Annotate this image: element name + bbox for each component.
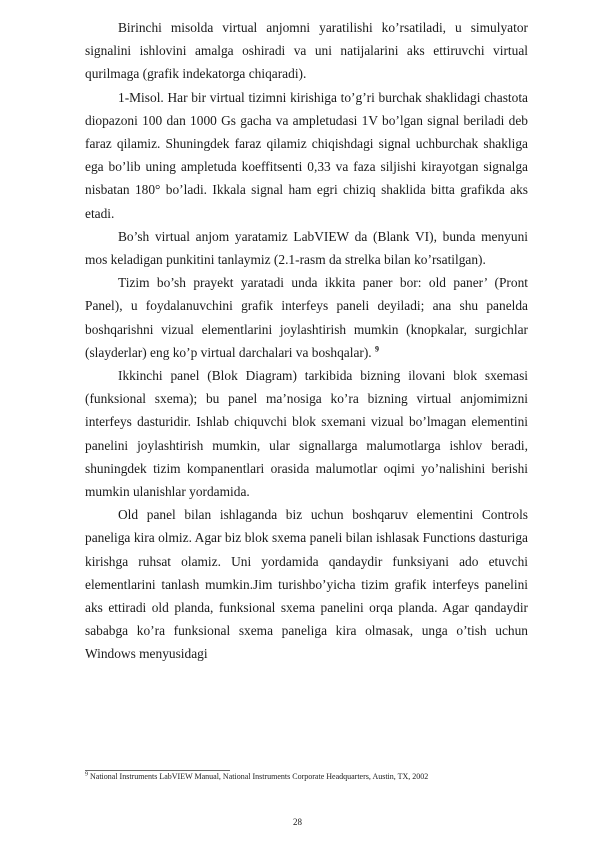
paragraph-blank-vi: Bo’sh virtual anjom yaratamiz LabVIEW da (Blank VI), bunda menyuni mos keladigan punkitini tanlaymiz (2.1-rasm da strelka bilan ko’rsatilgan). (85, 228, 528, 268)
footnote (85, 771, 528, 782)
document-body (85, 16, 528, 666)
paragraph-controls-functions: Old panel bilan ishlaganda biz uchun boshqaruv elementini Controls paneliga kira olmiz. Agar biz blok sxema paneli bilan ishlasak Functions dasturiga kirishga ruhsat olamiz. Uni yordamida qandaydir funksiyani ado etuvchi elementlarini tanlash mumkin.Jim turishbo’yicha tizim grafik interfeys panelini aks ettiradi old planda, funksional sxema panelini orqa planda. Agar qandaydir sababga ko’ra funksional sxema paneliga kira olmasak, unga o’tish uchun Windows menyusidagi (85, 507, 528, 662)
footnote-text: National Instruments LabVIEW Manual, National Instruments Corporate Headquarters, Austin, TX, 2002 (90, 772, 429, 781)
paragraph-block-diagram: Ikkinchi panel (Blok Diagram) tarkibida bizning ilovani blok sxemasi (funksional sxema); bu panel ma’nosiga ko’ra bizning virtual anjomimizni interfeys dasturidir. Ishlab chiquvchi blok sxemani vizual bo’lmagan elementini panelini joylashtirish mumkin, ular signallarga malumotlarga ishlov beradi, shuningdek tizim kompanentlari orasida malumotlar oqimi yo’nalishini berishi mumkin ulanishlar yordamida. (85, 368, 528, 500)
paragraph-example-1: 1-Misol. Har bir virtual tizimni kirishiga to’g’ri burchak shaklidagi chastota diopazoni 100 dan 1000 Gs gacha va ampletudasi 1V bo’lgan signal beriladi deb faraz qilamiz. Shuningdek faraz qilamiz chiqishdagi signal uchburchak shakliga ega bo’lib uning ampletuda koeffitsenti 0,33 va faza siljishi kirayotgan signalga nisbatan 180° bo’ladi. Ikkala signal ham egri chiziq shaklida bitta grafikda aks etadi. (85, 89, 528, 221)
paragraph-front-panel (85, 271, 528, 364)
page-number: 28 (293, 817, 302, 827)
footnote-reference[interactable]: 9 (375, 344, 380, 354)
paragraph-front-panel-text: Tizim bo’sh prayekt yaratadi unda ikkita paner bor: old paner’ (Pront Panel), u foydalanuvchini grafik interfeys paneli deyiladi; ana shu panelda boshqarishni vizual elementlarini joylashtirish mumkin (knopkalar, surgichlar (slayderlar) eng ko’p virtual darchalari va boshqalar). (85, 275, 528, 360)
paragraph-intro: Birinchi misolda virtual anjomni yaratilishi ko’rsatiladi, u simulyator signalini ishlovini amalga oshiradi va uni natijalarini aks ettiruvchi virtual qurilmaga (grafik indekatorga chiqaradi). (85, 20, 528, 82)
footnote-mark: 9 (85, 771, 88, 778)
